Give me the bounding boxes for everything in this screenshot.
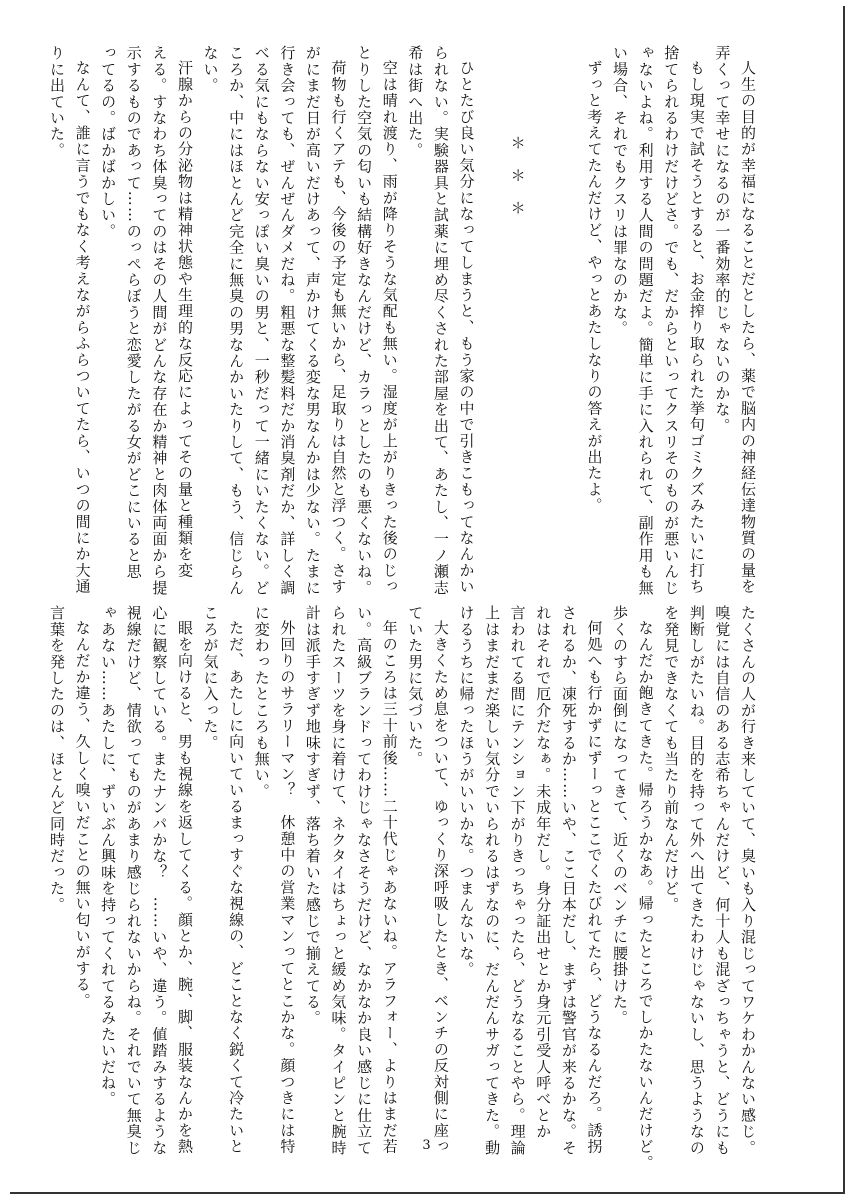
- text-line: ころか、中にはほとんど完全に無臭の男なんかいたりして、もう、信じらん: [227, 45, 246, 596]
- text-line: 年のころは三十前後……二十代じゃあないね。アラフォー、よりはまだ若: [380, 620, 399, 1155]
- text-line: もし現実で試そうとすると、お金搾り取られた挙句ゴミクズみたいに打ち: [687, 60, 706, 595]
- text-line: [530, 45, 556, 600]
- text-line: ただ、あたしに向いているまっすぐな視線の、どことなく鋭くて冷たいと: [227, 620, 246, 1155]
- text-line: 何処へも行かずにずーっとここでくたびれてたら、どうなるんだろ。誘拐: [585, 620, 604, 1155]
- text-line: ころが気に入った。: [201, 605, 220, 751]
- text-line: 外回りのサラリーマン？ 休憩中の営業マンってとこかな。顔つきには特: [278, 620, 297, 1155]
- text-line: 計は派手すぎず地味すぎず、落ち着いた感じで揃えてる。: [303, 605, 322, 1027]
- text-line: える。すなわち体臭ってのはその人間がどんな存在か精神と肉体両面から提: [150, 45, 169, 596]
- text-line: 言われてる間にテンション下がりきっちゃったら、どうなることやら。理論: [508, 605, 527, 1156]
- text-line: 言葉を発したのは、ほとんど同時だった。: [47, 605, 66, 913]
- text-line: 希は街へ出た。: [406, 45, 425, 159]
- text-line: られない。実験器具と試薬に埋め尽くされた部屋を出て、あたし、一ノ瀬志: [431, 45, 450, 596]
- text-line: 心に観察している。またナンパかな？ ……いや、違う。値踏みするような: [150, 605, 169, 1156]
- text-line: べる気にもならない安っぽい臭いの男と、一秒だって一緒にいたくない。ど: [252, 45, 271, 596]
- text-line: ていた男に気づいた。: [406, 605, 425, 767]
- text-line: 大きくため息をついて、ゆっくり深呼吸したとき、ベンチの反対側に座っ: [431, 620, 450, 1155]
- text-line: されるか、凍死するか……いや、ここ日本だし、まずは警官が来るかな。そ: [559, 605, 578, 1156]
- text-line: 弄くって幸せになるのが一番効率的じゃないのかな。: [713, 45, 732, 434]
- text-line: なんだか飽きてきた。帰ろうかなあ。帰ったところでしかたないんだけど。: [636, 620, 655, 1171]
- text-line: [478, 45, 504, 600]
- text-line: 判断しがたいね。目的を持って外へ出てきたわけじゃないし、思うようなの: [687, 605, 706, 1156]
- text-line: 荷物も行くアテも、今後の予定も無いから、足取りは自然と浮つく。さす: [329, 60, 348, 595]
- text-line: たくさんの人が行き来していて、臭いも入り混じってワケわかんない感じ。: [739, 605, 757, 1156]
- text-line: 視線だけど、情欲ってものがあまり感じられないからね。それでいて無臭じ: [124, 605, 143, 1156]
- text-line: なんて、誰に言うでもなく考えながらふらついてたら、いつの間にか大通: [73, 60, 92, 595]
- scene-break: ＊ ＊ ＊: [508, 135, 527, 216]
- text-line: ゃあない……あたしに、ずいぶん興味を持ってくれてるみたいだね。: [99, 605, 118, 1108]
- text-line: [555, 45, 581, 600]
- text-line: れはそれで厄介だなぁ。未成年だし。身分証出せとか身元引受人呼べとか: [534, 605, 553, 1140]
- page-number: 3: [422, 1138, 431, 1153]
- text-line: られたスーツを身に着けて、ネクタイはちょっと緩め気味。タイピンと腕時: [329, 605, 348, 1156]
- text-line: 眼を向けると、男も視線を返してくる。顔とか、腕、脚、服装なんかを熱: [175, 620, 194, 1155]
- text-line: ない。: [201, 45, 220, 94]
- upper-text-block: [47, 45, 760, 600]
- text-line: に変わったところも無い。: [252, 605, 271, 800]
- text-line: けるうちに帰ったほうがいいかな。つまんないな。: [457, 605, 476, 978]
- lower-text-block: [47, 605, 760, 1171]
- text-line: ひとたび良い気分になってしまうと、もう家の中で引きこもってなんかい: [457, 60, 476, 595]
- text-line: りに出ていた。: [47, 45, 66, 159]
- text-line: 人生の目的が幸福になることだとしたら、薬で脳内の神経伝達物質の量を: [739, 60, 757, 595]
- text-line: ゃないよね。利用する人間の問題だよ。簡単に手に入れられて、副作用も無: [636, 45, 655, 596]
- text-line: を発見できなくても当たり前なんだけど。: [662, 605, 681, 913]
- text-line: とりした空気の匂いも結構好きなんだけど、カラっとしたのも悪くないね。: [355, 45, 374, 596]
- text-line: 示するものであって……のっぺらぼうと恋愛したがる女がどこにいると思: [124, 45, 143, 580]
- text-line: い場合、それでもクスリは罪なのかな。: [611, 45, 630, 337]
- text-line: い。高級ブランドってわけじゃなさそうだけど、なかなか良い感じに仕立て: [355, 605, 374, 1156]
- text-line: なんだか違う、久しく嗅いだことの無い匂いがする。: [73, 620, 92, 1009]
- text-line: 汗腺からの分泌物は精神状態や生理的な反応によってその量と種類を変: [175, 60, 194, 579]
- text-line: ってるの。ばかばかしい。: [99, 45, 118, 240]
- text-line: 捨てられるわけだけどさ。でも、だからといってクスリそのものが悪いんじ: [662, 45, 681, 596]
- text-line: 嗅覚には自信のある志希ちゃんだけど、何十人も混ざっちゃうと、どうにも: [713, 605, 732, 1156]
- text-line: 空は晴れ渡り、雨が降りそうな気配も無い。湿度が上がりきった後のじっ: [380, 60, 399, 595]
- text-line: ずっと考えてたんだけど、やっとあたしなりの答えが出たよ。: [585, 60, 604, 514]
- text-line: 行き会っても、ぜんぜんダメだね。粗悪な整髪料だか消臭剤だか、詳しく調: [278, 45, 297, 596]
- text-line: 上はまだまだ楽しい気分でいられるはずなのに、だんだんサガってきた。動: [483, 605, 502, 1156]
- text-line: 歩くのすら面倒になってきて、近くのベンチに腰掛けた。: [611, 605, 630, 1027]
- text-line: がにまだ日が高いだけあって、声かけてくる変な男なんかは少ない。たまに: [303, 45, 322, 596]
